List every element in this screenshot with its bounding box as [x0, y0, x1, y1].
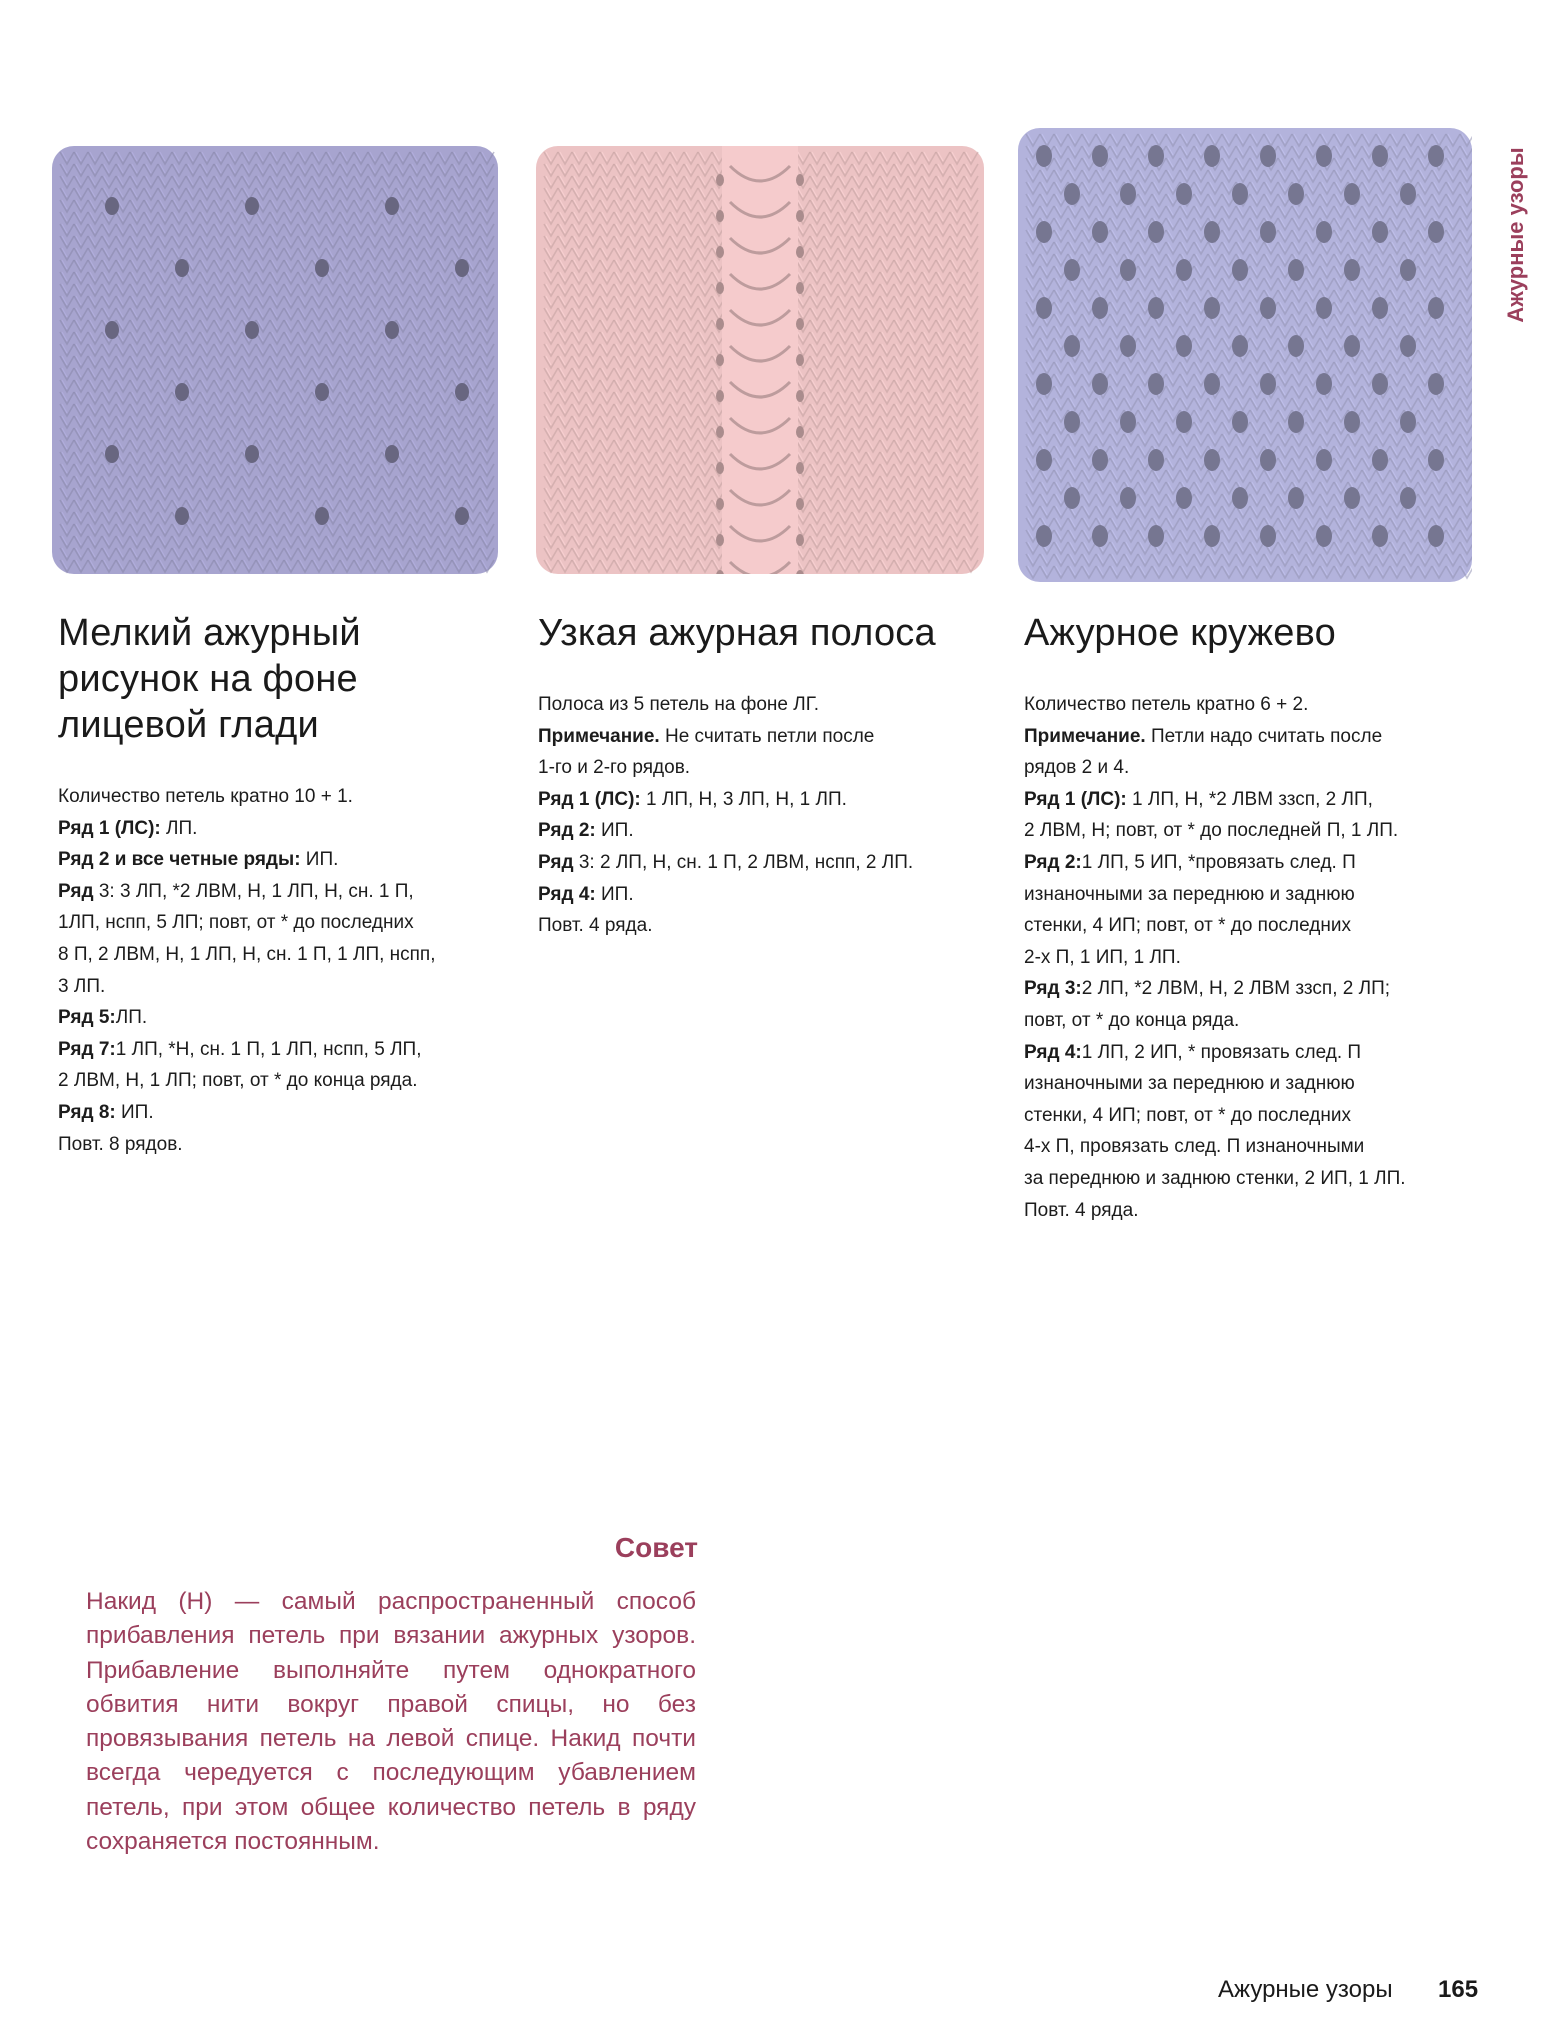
- instruction-line: [58, 939, 498, 971]
- pattern-instructions: [538, 689, 978, 942]
- eyelet: [716, 534, 724, 546]
- eyelet: [1148, 221, 1164, 243]
- row-text: 1 ЛП, 2 ИП, * провязать след. П: [1081, 1041, 1362, 1063]
- eyelet: [105, 197, 119, 215]
- row-label: Ряд 5:: [58, 1007, 116, 1029]
- eyelet: [1148, 373, 1164, 395]
- row-text: 2 ЛВМ, Н, 1 ЛП; повт, от * до конца ряда.: [58, 1070, 418, 1092]
- eyelet: [1344, 335, 1360, 357]
- row-text: 1 ЛП, Н, 3 ЛП, Н, 1 ЛП.: [640, 788, 847, 810]
- pattern-title: Ажурное кружево: [1024, 612, 1336, 654]
- pattern-instructions: [1024, 689, 1474, 1226]
- eyelet: [1204, 525, 1220, 547]
- eyelet: [1036, 525, 1052, 547]
- instruction-line: [538, 689, 978, 721]
- row-label: Ряд 2 и все четные ряды:: [58, 849, 301, 871]
- instruction-line: [58, 813, 498, 845]
- eyelet: [716, 354, 724, 366]
- eyelet: [105, 321, 119, 339]
- pattern-title: Узкая ажурная полоса: [538, 612, 936, 654]
- eyelet: [1288, 335, 1304, 357]
- row-text: 1 ЛП, Н, *2 ЛВМ ззсп, 2 ЛП,: [1126, 788, 1373, 810]
- eyelet: [716, 174, 724, 186]
- eyelet: [1120, 259, 1136, 281]
- eyelet: [1316, 145, 1332, 167]
- eyelet: [1400, 411, 1416, 433]
- instruction-line: [1024, 1068, 1474, 1100]
- instruction-line: [538, 815, 978, 847]
- tip-text: Накид (Н) — самый распространенный способ прибавления петель при вязании ажурных узоров. Прибавление выполняйте путем однократного обвития нити вокруг правой спицы, но без провязывания петель на левой спице. Накид почти всегда чередуется с последующим убавлением петель, при этом общее количество петель в ряду сохраняется постоянным.: [86, 1588, 696, 1856]
- eyelet: [1148, 145, 1164, 167]
- page-number: 165: [1438, 1976, 1479, 2003]
- row-text: ИП.: [595, 820, 634, 842]
- eyelet: [1288, 487, 1304, 509]
- instruction-line: [538, 721, 978, 753]
- eyelet: [1204, 221, 1220, 243]
- eyelet: [1288, 259, 1304, 281]
- instruction-line: [1024, 1131, 1474, 1163]
- row-label: Ряд 2:: [1024, 851, 1082, 873]
- eyelet: [1316, 525, 1332, 547]
- instruction-line: [58, 1065, 498, 1097]
- instruction-line: [58, 1129, 498, 1161]
- eyelet: [1092, 449, 1108, 471]
- eyelet: [1400, 487, 1416, 509]
- eyelet: [1260, 221, 1276, 243]
- row-text: 2 ЛП, *2 ЛВМ, Н, 2 ЛВМ ззсп, 2 ЛП;: [1081, 978, 1391, 1000]
- pattern-column-3: [1024, 610, 1474, 1226]
- row-text: ИП.: [115, 1101, 154, 1123]
- knitted-swatch-lavender: [1018, 128, 1472, 582]
- eyelet: [1064, 487, 1080, 509]
- instruction-line: [1024, 942, 1474, 974]
- row-label: Ряд 3:: [1024, 978, 1082, 1000]
- eyelet: [1400, 259, 1416, 281]
- row-label: Ряд 1 (ЛС):: [58, 817, 161, 839]
- instruction-line: [538, 784, 978, 816]
- tip-title: Совет: [614, 1532, 698, 1563]
- row-text: повт, от * до конца ряда.: [1024, 1009, 1240, 1031]
- eyelet: [385, 197, 399, 215]
- row-text: ИП.: [595, 883, 634, 905]
- eyelet: [1288, 411, 1304, 433]
- eyelet: [796, 318, 804, 330]
- instruction-line: [1024, 784, 1474, 816]
- instruction-line: [538, 879, 978, 911]
- instruction-line: [1024, 721, 1474, 753]
- row-text: 1-го и 2-го рядов.: [538, 757, 691, 779]
- eyelet: [1372, 297, 1388, 319]
- eyelet: [1428, 449, 1444, 471]
- eyelet: [1204, 373, 1220, 395]
- eyelet: [1344, 411, 1360, 433]
- eyelet: [245, 445, 259, 463]
- eyelet: [455, 383, 469, 401]
- row-text: 3: 3 ЛП, *2 ЛВМ, Н, 1 ЛП, Н, сн. 1 П,: [93, 880, 414, 902]
- section-side-tab: [1496, 135, 1536, 335]
- eyelet: [1120, 487, 1136, 509]
- row-label: Примечание.: [1024, 725, 1146, 747]
- instruction-line: [58, 1002, 498, 1034]
- eyelet: [1176, 335, 1192, 357]
- row-label: Ряд 4:: [1024, 1041, 1082, 1063]
- eyelet: [1260, 525, 1276, 547]
- eyelet: [1260, 449, 1276, 471]
- section-side-tab-label: Ажурные узоры: [1503, 147, 1528, 323]
- eyelet: [455, 259, 469, 277]
- row-label: Ряд 1 (ЛС):: [1024, 788, 1127, 810]
- eyelet: [1428, 297, 1444, 319]
- eyelet: [1148, 449, 1164, 471]
- swatch-photo-small-eyelet: [52, 146, 498, 574]
- eyelet: [1204, 449, 1220, 471]
- instruction-line: [1024, 973, 1474, 1005]
- row-text: 2 ЛВМ, Н; повт, от * до последней П, 1 ЛП.: [1024, 820, 1399, 842]
- row-text: изнаночными за переднюю и заднюю: [1024, 883, 1355, 905]
- row-text: Повт. 4 ряда.: [1024, 1199, 1139, 1221]
- eyelet: [1148, 297, 1164, 319]
- eyelet: [716, 318, 724, 330]
- eyelet: [796, 246, 804, 258]
- swatch-photo-lace: [1018, 128, 1472, 582]
- eyelet: [716, 210, 724, 222]
- instruction-line: [58, 907, 498, 939]
- row-text: ИП.: [300, 849, 339, 871]
- eyelet: [1344, 259, 1360, 281]
- eyelet: [1176, 487, 1192, 509]
- eyelet: [1036, 221, 1052, 243]
- eyelet: [1036, 297, 1052, 319]
- eyelet: [716, 426, 724, 438]
- eyelet: [1260, 373, 1276, 395]
- knitted-swatch-pink: [536, 146, 984, 574]
- eyelet: [1344, 487, 1360, 509]
- eyelet: [1176, 183, 1192, 205]
- eyelet: [1428, 221, 1444, 243]
- eyelet: [1232, 487, 1248, 509]
- eyelet: [105, 445, 119, 463]
- eyelet: [1316, 449, 1332, 471]
- pattern-instructions: [58, 781, 498, 1160]
- row-text: ЛП.: [115, 1007, 148, 1029]
- row-text: Количество петель кратно 6 + 2.: [1024, 694, 1309, 715]
- eyelet: [1372, 145, 1388, 167]
- row-text: ЛП.: [160, 817, 198, 839]
- eyelet: [385, 321, 399, 339]
- instruction-line: [58, 971, 498, 1003]
- eyelet: [1232, 411, 1248, 433]
- eyelet: [1232, 335, 1248, 357]
- row-text: 1 ЛП, 5 ИП, *провязать след. П: [1081, 851, 1356, 873]
- eyelet: [1400, 183, 1416, 205]
- eyelet: [315, 383, 329, 401]
- eyelet: [1260, 297, 1276, 319]
- eyelet: [1428, 145, 1444, 167]
- pattern-column-2: [538, 610, 978, 942]
- row-text: 2-х П, 1 ИП, 1 ЛП.: [1024, 946, 1181, 968]
- pattern-title: Мелкий ажурный рисунок на фоне лицевой глади: [58, 612, 361, 746]
- eyelet: [796, 390, 804, 402]
- row-label: Ряд 1 (ЛС):: [538, 788, 641, 810]
- eyelet: [1372, 525, 1388, 547]
- eyelet: [716, 282, 724, 294]
- eyelet: [716, 498, 724, 510]
- instruction-line: [1024, 1005, 1474, 1037]
- eyelet: [1036, 145, 1052, 167]
- row-text: стенки, 4 ИП; повт, от * до последних: [1024, 915, 1351, 937]
- eyelet: [1372, 221, 1388, 243]
- eyelet: [716, 462, 724, 474]
- row-text: 1 ЛП, *Н, сн. 1 П, 1 ЛП, нспп, 5 ЛП,: [115, 1038, 422, 1060]
- eyelet: [716, 246, 724, 258]
- row-text: Повт. 8 рядов.: [58, 1133, 183, 1155]
- row-label: Ряд 7:: [58, 1038, 116, 1060]
- eyelet: [1176, 259, 1192, 281]
- eyelet: [1064, 411, 1080, 433]
- instruction-line: [538, 910, 978, 942]
- instruction-line: [1024, 910, 1474, 942]
- eyelet: [1428, 525, 1444, 547]
- row-text: Не считать петли после: [659, 725, 875, 747]
- instruction-line: [1024, 752, 1474, 784]
- eyelet: [1232, 183, 1248, 205]
- eyelet: [796, 282, 804, 294]
- eyelet: [1176, 411, 1192, 433]
- eyelet: [1092, 145, 1108, 167]
- eyelet: [796, 534, 804, 546]
- eyelet: [1120, 335, 1136, 357]
- instruction-line: [58, 781, 498, 813]
- instruction-line: [1024, 1195, 1474, 1227]
- eyelet: [1344, 183, 1360, 205]
- pattern-column-1: [58, 610, 498, 1160]
- eyelet: [315, 259, 329, 277]
- row-text: изнаночными за переднюю и заднюю: [1024, 1073, 1355, 1095]
- eyelet: [1064, 183, 1080, 205]
- eyelet: [1036, 449, 1052, 471]
- row-text: 3 ЛП.: [58, 975, 106, 997]
- row-label: Примечание.: [538, 725, 660, 747]
- eyelet: [1092, 525, 1108, 547]
- row-label: Ряд: [58, 880, 94, 902]
- row-text: Петли надо считать после: [1145, 725, 1383, 747]
- eyelet: [1316, 221, 1332, 243]
- row-text: Полоса из 5 петель на фоне ЛГ.: [538, 694, 819, 715]
- eyelet: [1120, 183, 1136, 205]
- eyelet: [796, 462, 804, 474]
- row-label: Ряд 8:: [58, 1101, 116, 1123]
- eyelet: [1400, 335, 1416, 357]
- eyelet: [1232, 259, 1248, 281]
- eyelet: [796, 174, 804, 186]
- instruction-line: [58, 844, 498, 876]
- eyelet: [1372, 449, 1388, 471]
- row-text: стенки, 4 ИП; повт, от * до последних: [1024, 1104, 1351, 1126]
- row-text: за переднюю и заднюю стенки, 2 ИП, 1 ЛП.: [1024, 1167, 1406, 1189]
- row-text: Повт. 4 ряда.: [538, 915, 653, 937]
- eyelet: [175, 507, 189, 525]
- row-label: Ряд: [538, 851, 574, 873]
- eyelet: [1316, 297, 1332, 319]
- knitted-swatch-lilac: [52, 146, 498, 574]
- instruction-line: [1024, 1100, 1474, 1132]
- instruction-line: [538, 752, 978, 784]
- eyelet: [455, 507, 469, 525]
- eyelet: [796, 498, 804, 510]
- eyelet: [1288, 183, 1304, 205]
- instruction-line: [1024, 879, 1474, 911]
- instruction-line: [58, 1097, 498, 1129]
- eyelet: [1372, 373, 1388, 395]
- instruction-line: [1024, 689, 1474, 721]
- eyelet: [1092, 297, 1108, 319]
- instruction-line: [538, 847, 978, 879]
- eyelet: [796, 210, 804, 222]
- row-label: Ряд 2:: [538, 820, 596, 842]
- instruction-line: [58, 876, 498, 908]
- eyelet: [1428, 373, 1444, 395]
- row-text: 4-х П, провязать след. П изнаночными: [1024, 1136, 1365, 1158]
- eyelet: [175, 383, 189, 401]
- eyelet: [315, 507, 329, 525]
- eyelet: [1064, 335, 1080, 357]
- eyelet: [1148, 525, 1164, 547]
- eyelet: [796, 426, 804, 438]
- eyelet: [1036, 373, 1052, 395]
- swatch-photo-narrow-lace-stripe: [536, 146, 984, 574]
- row-text: 8 П, 2 ЛВМ, Н, 1 ЛП, Н, сн. 1 П, 1 ЛП, нспп,: [58, 943, 436, 965]
- instruction-line: [1024, 1163, 1474, 1195]
- instruction-line: [1024, 1037, 1474, 1069]
- row-label: Ряд 4:: [538, 883, 596, 905]
- eyelet: [1204, 145, 1220, 167]
- instruction-line: [1024, 847, 1474, 879]
- footer-section-label: Ажурные узоры: [1218, 1976, 1393, 2003]
- eyelet: [245, 321, 259, 339]
- eyelet: [385, 445, 399, 463]
- eyelet: [1064, 259, 1080, 281]
- eyelet: [1092, 373, 1108, 395]
- eyelet: [796, 354, 804, 366]
- row-text: 1ЛП, нспп, 5 ЛП; повт, от * до последних: [58, 912, 414, 934]
- row-text: Количество петель кратно 10 + 1.: [58, 786, 353, 807]
- instruction-line: [58, 1034, 498, 1066]
- eyelet: [1092, 221, 1108, 243]
- eyelet: [716, 390, 724, 402]
- eyelet: [1120, 411, 1136, 433]
- eyelet: [245, 197, 259, 215]
- eyelet: [1260, 145, 1276, 167]
- eyelet: [175, 259, 189, 277]
- row-text: 3: 2 ЛП, Н, сн. 1 П, 2 ЛВМ, нспп, 2 ЛП.: [573, 851, 914, 873]
- eyelet: [1316, 373, 1332, 395]
- row-text: рядов 2 и 4.: [1024, 757, 1130, 779]
- eyelet: [1204, 297, 1220, 319]
- instruction-line: [1024, 815, 1474, 847]
